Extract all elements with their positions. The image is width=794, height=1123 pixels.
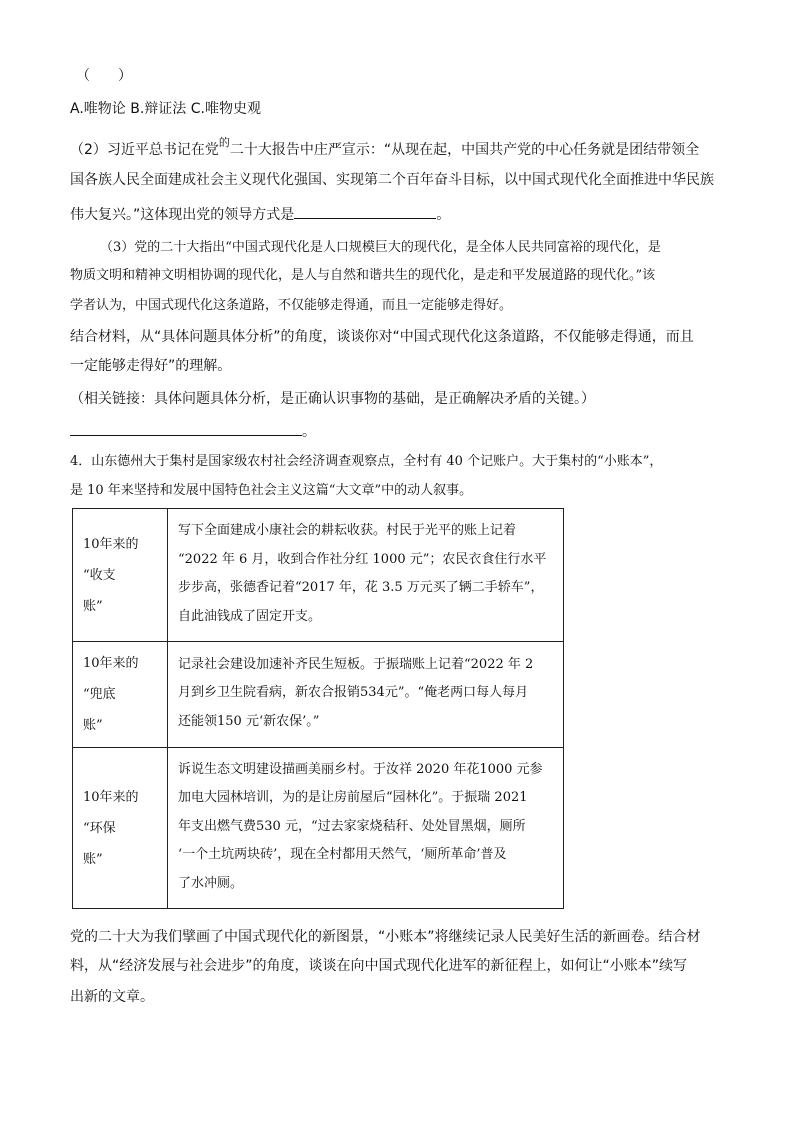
q3-line-4: 结合材料，从“具体问题具体分析”的角度，谈谈你对“中国式现代化这条道路，不仅能够走得通，而且 <box>70 329 694 345</box>
q4-line-1: 4．山东德州大于集村是国家级农村社会经济调查观察点，全村有 40 个记账户。大于集村的“小账本”， <box>70 454 663 469</box>
q4-after-line-1: 党的二十大为我们擘画了中国式现代化的新图景，“小账本”将继续记录人民美好生活的新画卷。结合材 <box>70 929 701 945</box>
content-line: 自此油钱成了固定开支。 <box>178 608 322 624</box>
q3-line-1: （3）党的二十大指出“中国式现代化是人口规模巨大的现代化，是全体人民共同富裕的现代化，是 <box>100 240 661 255</box>
q2-text-b: 二十大报告中庄严宣示：“从现在起，中国共产党的中心任务就是团结带领全 <box>229 142 700 158</box>
label-line: 账” <box>83 598 103 614</box>
answer-blank[interactable] <box>294 203 436 219</box>
q2-period: 。 <box>436 207 451 223</box>
q3-line-6: （相关链接：具体问题具体分析，是正确认识事物的基础，是正确解决矛盾的关键。） <box>70 391 595 407</box>
label-line: 账” <box>83 718 103 733</box>
q3-line-5: 一定能够走得好”的理解。 <box>70 358 232 374</box>
content-line: “2022 年 6 月，收到合作社分红 1000 元”；农民衣食住行水平 <box>178 551 547 567</box>
q2-line-3 <box>70 203 450 225</box>
label-line: 10年来的 <box>83 536 139 552</box>
options-line: A.唯物论 B.辩证法 C.唯物史观 <box>70 101 261 117</box>
content-line: 写下全面建成小康社会的耕耘收获。村民于光平的账上记着 <box>178 523 517 538</box>
q2-line-2: 国各族人民全面建成社会主义现代化强国、实现第二个百年奋斗目标，以中国式现代化全面推进中华民族 <box>70 172 714 188</box>
label-line: “兜底 <box>83 687 116 702</box>
row-label <box>73 509 168 642</box>
q2-text-c: 伟大复兴。”这体现出党的领导方式是 <box>70 207 295 223</box>
row-label <box>73 748 168 909</box>
content-line: ‘一个土坑两块砖’，现在全村都用天然气，‘厕所革命’普及 <box>178 847 507 863</box>
q2-line-1 <box>70 136 700 161</box>
q2-text-a: （2）习近平总书记在党 <box>70 142 219 158</box>
content-line: 了水冲厕。 <box>178 875 244 891</box>
content-line: 记录社会建设加速补齐民生短板。于振瑞账上记着“2022 年 2 <box>178 656 534 672</box>
q3-line-7 <box>70 420 316 442</box>
content-line: 年支出燃气费530 元，“过去家家烧秸秆、处处冒黑烟，厕所 <box>178 818 526 834</box>
content-line: 还能领150 元‘新农保’。” <box>178 713 320 729</box>
row-content <box>168 509 564 642</box>
row-label <box>73 642 168 748</box>
content-line: 诉说生态文明建设描画美丽乡村。于汝祥 2020 年花1000 元参 <box>178 761 543 777</box>
q3-line-2: 物质文明和精神文明相协调的现代化，是人与自然和谐共生的现代化，是走和平发展道路的现代化。”该 <box>70 268 656 283</box>
label-line: “环保 <box>83 820 116 836</box>
answer-parentheses: （ ） <box>76 68 132 84</box>
row-content <box>168 642 564 748</box>
label-line: 账” <box>83 851 103 867</box>
q4-after-line-2: 料，从“经济发展与社会进步”的角度，谈谈在向中国式现代化进军的新征程上，如何让“小账本”续写 <box>70 958 688 974</box>
row-content <box>168 748 564 909</box>
q4-line-2: 是 10 年来坚持和发展中国特色社会主义这篇“大文章”中的动人叙事。 <box>70 483 473 498</box>
ledger-table <box>72 508 564 909</box>
table-row <box>73 642 564 748</box>
label-line: “收支 <box>83 567 116 583</box>
label-line: 10年来的 <box>83 656 139 671</box>
table-row <box>73 509 564 642</box>
content-line: 月到乡卫生院看病，新农合报销534元”。“俺老两口每人每月 <box>178 685 529 701</box>
content-line: 步步高，张德香记着“2017 年，花 3.5 万元买了辆二手轿车”， <box>178 580 544 595</box>
q3-line-3: 学者认为，中国式现代化这条道路，不仅能够走得通，而且一定能够走得好。 <box>70 298 513 313</box>
q2-superscript: 的 <box>218 136 230 149</box>
table-row <box>73 748 564 909</box>
content-line: 加电大园林培训，为的是让房前屋后“园林化”。于振瑞 2021 <box>178 790 528 806</box>
answer-blank[interactable] <box>70 420 302 436</box>
label-line: 10年来的 <box>83 789 139 805</box>
q3-period: 。 <box>302 424 316 440</box>
q4-after-line-3: 出新的文章。 <box>70 989 154 1005</box>
